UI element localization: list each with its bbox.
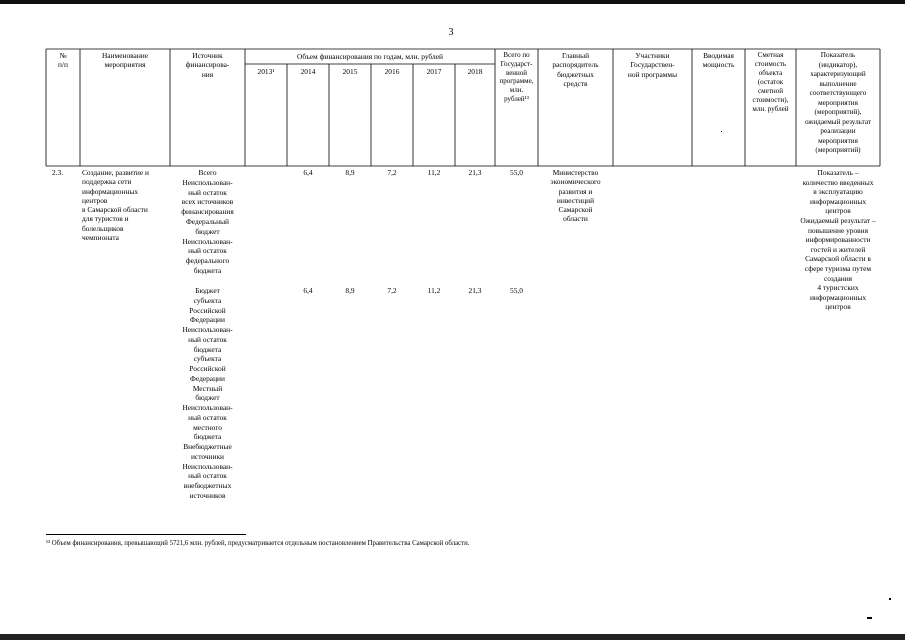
value-2017: 11,2 xyxy=(427,286,441,295)
funding-sources-list: Всего Неиспользован- ный остаток всех источников финансирования Федеральный бюджет Неиспользован- ный остаток федерального бюджета xyxy=(181,168,234,275)
header-year: 2013¹ xyxy=(257,67,275,76)
header-year: 2018 xyxy=(467,67,483,76)
header-year: 2017 xyxy=(426,67,442,76)
footnote-divider xyxy=(46,534,246,535)
header-capacity: Вводимая мощность xyxy=(702,51,735,70)
value-total: 55,0 xyxy=(510,168,523,177)
scan-speck xyxy=(867,617,872,619)
funding-sources-list: Бюджет субъекта Российской Федерации Неиспользован- ный остаток бюджета субъекта Российской Федерации Местный бюджет Неиспользован- ный остаток местного бюджета Внебюджетные источники Неиспользован- ный остаток внебюджетных источников xyxy=(182,286,233,500)
page-number: 3 xyxy=(448,27,454,38)
value-2017: 11,2 xyxy=(427,168,441,177)
header-num: № п/п xyxy=(58,51,68,70)
indicator-text: Показатель – количество введенных в эксплуатацию информационных центров Ожидаемый результат – повышение уровня информированности гостей и жителей Самарской области в сфере туризма путем создания 4 туристских информационных центров xyxy=(800,168,876,312)
header-name: Наименование мероприятия xyxy=(101,51,149,70)
header-funding-group: Объем финансирования по годам, млн. рублей xyxy=(297,52,443,61)
activity-name: Создание, развитие и поддержка сети информационных центров в Самарской области для туристов и болельщиков чемпионата xyxy=(82,168,149,243)
value-2014: 6,4 xyxy=(303,168,313,177)
value-2016: 7,2 xyxy=(387,286,397,295)
header-indicator: Показатель (индикатор), характеризующий выполнение соответствующего мероприятия (мероприятий), ожидаемый результат реализации мероприятия (мероприятий) xyxy=(804,51,872,154)
value-2018: 21,3 xyxy=(468,168,482,177)
scan-speck xyxy=(721,131,722,132)
main-manager: Министерство экономического развития и инвестиций Самарской области xyxy=(550,168,601,224)
footnote: ¹³ Объем финансирования, превышающий 5721,6 млн. рублей, предусматривается отдельным постановлением Правительства Самарской области. xyxy=(46,540,470,547)
header-year: 2016 xyxy=(384,67,400,76)
header-total: Всего по Государст- венной программе, млн. рублей¹³ xyxy=(499,51,534,103)
value-2014: 6,4 xyxy=(303,286,313,295)
value-2016: 7,2 xyxy=(387,168,397,177)
value-2018: 21,3 xyxy=(468,286,482,295)
scan-speck xyxy=(889,598,891,600)
header-year: 2015 xyxy=(342,67,358,76)
header-estimated-cost: Сметная стоимость объекта (остаток сметной стоимости), млн. рублей xyxy=(752,51,789,113)
header-source: Источник финансирова- ния xyxy=(185,51,230,79)
header-year: 2014 xyxy=(300,67,316,76)
header-participants: Участники Государствен- ной программы xyxy=(627,51,678,79)
row-number: 2.3. xyxy=(52,168,64,177)
value-total: 55,0 xyxy=(510,286,523,295)
value-2015: 8,9 xyxy=(345,168,355,177)
header-main-manager: Главный распорядитель бюджетных средств xyxy=(552,51,599,88)
value-2015: 8,9 xyxy=(345,286,355,295)
